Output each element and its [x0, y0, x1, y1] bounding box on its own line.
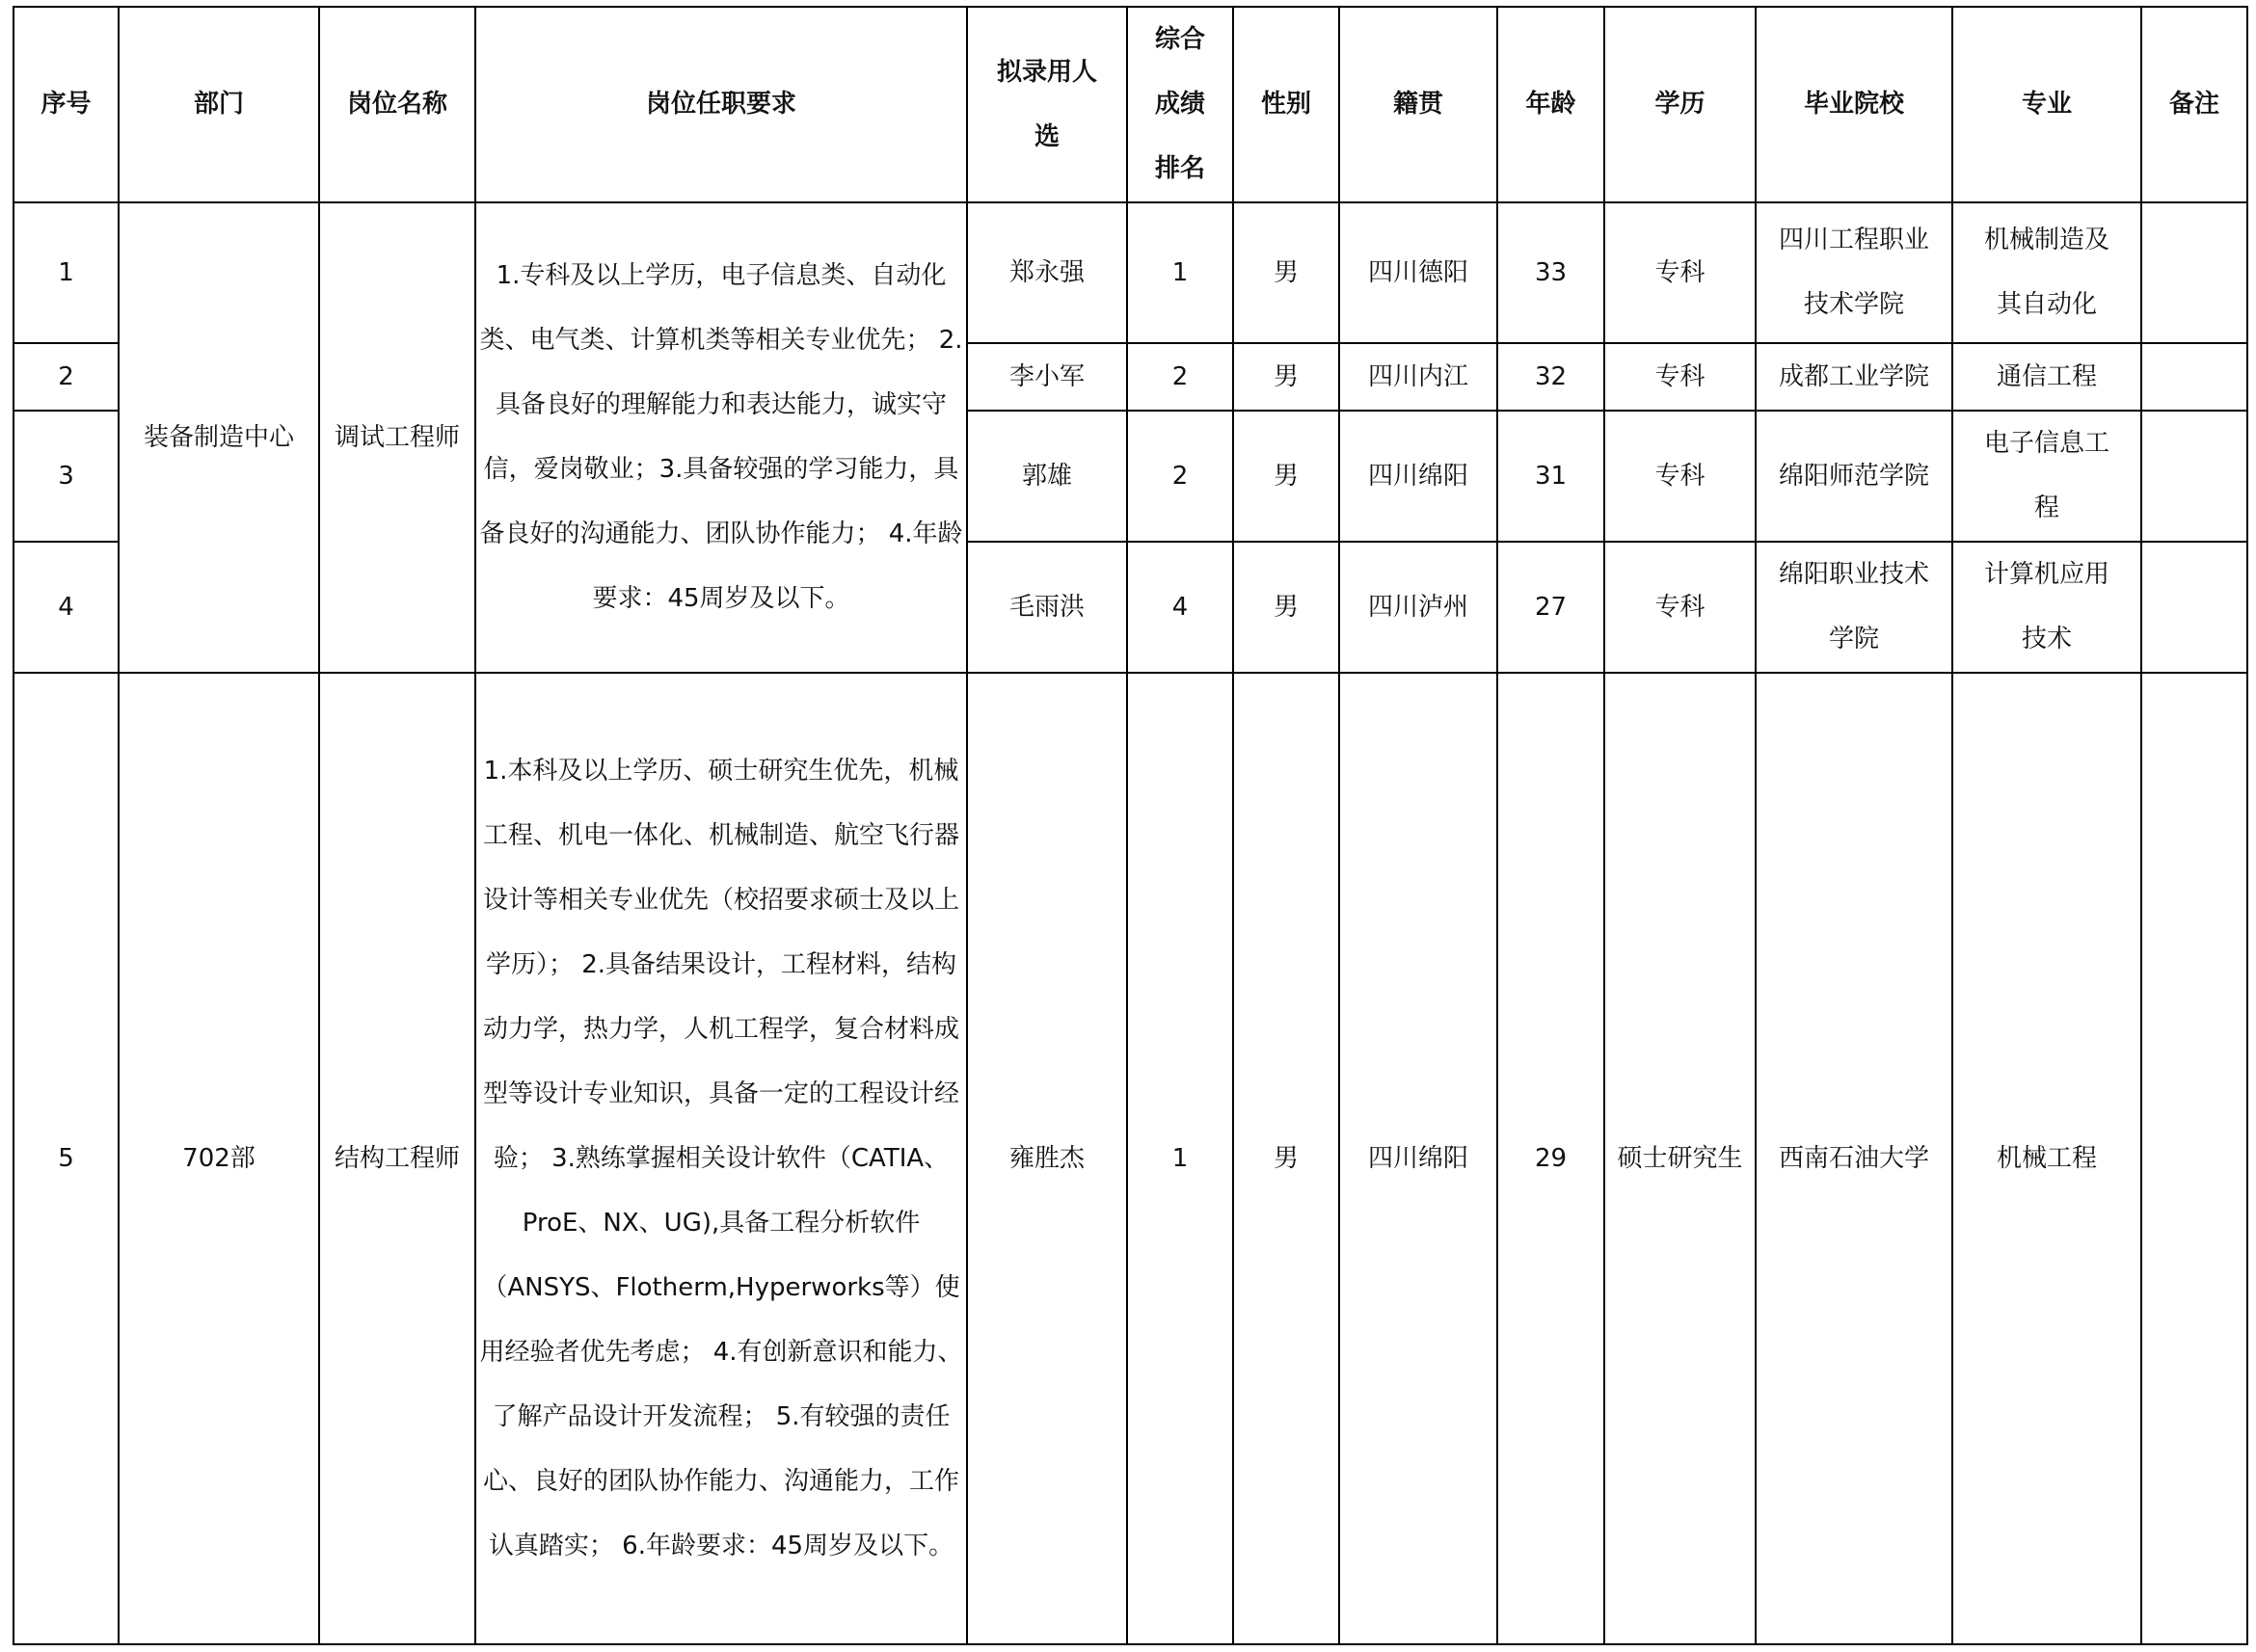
cell-origin: 四川泸州	[1339, 542, 1497, 673]
header-education: 学历	[1604, 7, 1756, 202]
cell-major: 机械工程	[1952, 673, 2141, 1644]
table-row	[13, 202, 2247, 343]
cell-age: 32	[1497, 343, 1604, 411]
cell-gender: 男	[1233, 202, 1339, 343]
cell-education: 专科	[1604, 542, 1756, 673]
cell-origin: 四川绵阳	[1339, 673, 1497, 1644]
cell-candidate: 雍胜杰	[967, 673, 1127, 1644]
cell-education: 专科	[1604, 343, 1756, 411]
cell-major: 计算机应用技术	[1952, 542, 2141, 673]
header-seq: 序号	[13, 7, 119, 202]
cell-major: 机械制造及其自动化	[1952, 202, 2141, 343]
cell-seq: 4	[13, 542, 119, 673]
cell-major: 通信工程	[1952, 343, 2141, 411]
cell-dept: 装备制造中心	[119, 202, 319, 673]
cell-candidate: 郭雄	[967, 411, 1127, 542]
header-gender: 性别	[1233, 7, 1339, 202]
cell-education: 专科	[1604, 411, 1756, 542]
header-age: 年龄	[1497, 7, 1604, 202]
cell-gender: 男	[1233, 542, 1339, 673]
header-position: 岗位名称	[319, 7, 475, 202]
table-row	[13, 673, 2247, 1644]
cell-dept: 702部	[119, 673, 319, 1644]
cell-school: 四川工程职业技术学院	[1756, 202, 1952, 343]
header-requirements: 岗位任职要求	[475, 7, 967, 202]
cell-gender: 男	[1233, 411, 1339, 542]
cell-remarks	[2141, 542, 2247, 673]
header-remarks: 备注	[2141, 7, 2247, 202]
cell-position: 调试工程师	[319, 202, 475, 673]
cell-age: 31	[1497, 411, 1604, 542]
header-major: 专业	[1952, 7, 2141, 202]
cell-age: 29	[1497, 673, 1604, 1644]
cell-gender: 男	[1233, 343, 1339, 411]
cell-rank: 1	[1127, 673, 1233, 1644]
cell-gender: 男	[1233, 673, 1339, 1644]
cell-rank: 4	[1127, 542, 1233, 673]
candidate-table	[13, 6, 2248, 1645]
cell-seq: 2	[13, 343, 119, 411]
cell-school: 绵阳师范学院	[1756, 411, 1952, 542]
cell-remarks	[2141, 202, 2247, 343]
header-dept: 部门	[119, 7, 319, 202]
cell-requirements: 1.本科及以上学历、硕士研究生优先，机械工程、机电一体化、机械制造、航空飞行器设计等相关专业优先（校招要求硕士及以上学历）； 2.具备结果设计，工程材料，结构动力学，热力学，人机工程学，复合材料成型等设计专业知识，具备一定的工程设计经验； 3.熟练掌握相关设计软件（CATIA、ProE、NX、UG),具备工程分析软件（ANSYS、Flotherm,Hyperworks等）使用经验者优先考虑； 4.有创新意识和能力、了解产品设计开发流程； 5.有较强的责任心、良好的团队协作能力、沟通能力，工作认真踏实； 6.年龄要求：45周岁及以下。	[475, 673, 967, 1644]
cell-rank: 2	[1127, 411, 1233, 542]
cell-rank: 2	[1127, 343, 1233, 411]
header-row	[13, 7, 2247, 202]
cell-remarks	[2141, 411, 2247, 542]
cell-education: 专科	[1604, 202, 1756, 343]
cell-seq: 1	[13, 202, 119, 343]
header-candidate: 拟录用人选	[967, 7, 1127, 202]
cell-school: 西南石油大学	[1756, 673, 1952, 1644]
cell-school: 绵阳职业技术学院	[1756, 542, 1952, 673]
cell-age: 33	[1497, 202, 1604, 343]
cell-requirements: 1.专科及以上学历，电子信息类、自动化类、电气类、计算机类等相关专业优先； 2.具备良好的理解能力和表达能力，诚实守信，爱岗敬业；3.具备较强的学习能力，具备良好的沟通能力、团队协作能力； 4.年龄要求：45周岁及以下。	[475, 202, 967, 673]
cell-major: 电子信息工程	[1952, 411, 2141, 542]
header-origin: 籍贯	[1339, 7, 1497, 202]
cell-age: 27	[1497, 542, 1604, 673]
cell-origin: 四川内江	[1339, 343, 1497, 411]
cell-remarks	[2141, 673, 2247, 1644]
cell-seq: 5	[13, 673, 119, 1644]
cell-school: 成都工业学院	[1756, 343, 1952, 411]
cell-remarks	[2141, 343, 2247, 411]
cell-education: 硕士研究生	[1604, 673, 1756, 1644]
cell-candidate: 毛雨洪	[967, 542, 1127, 673]
cell-origin: 四川绵阳	[1339, 411, 1497, 542]
cell-rank: 1	[1127, 202, 1233, 343]
cell-candidate: 郑永强	[967, 202, 1127, 343]
header-rank: 综合成绩排名	[1127, 7, 1233, 202]
cell-candidate: 李小军	[967, 343, 1127, 411]
cell-origin: 四川德阳	[1339, 202, 1497, 343]
cell-position: 结构工程师	[319, 673, 475, 1644]
header-school: 毕业院校	[1756, 7, 1952, 202]
cell-seq: 3	[13, 411, 119, 542]
